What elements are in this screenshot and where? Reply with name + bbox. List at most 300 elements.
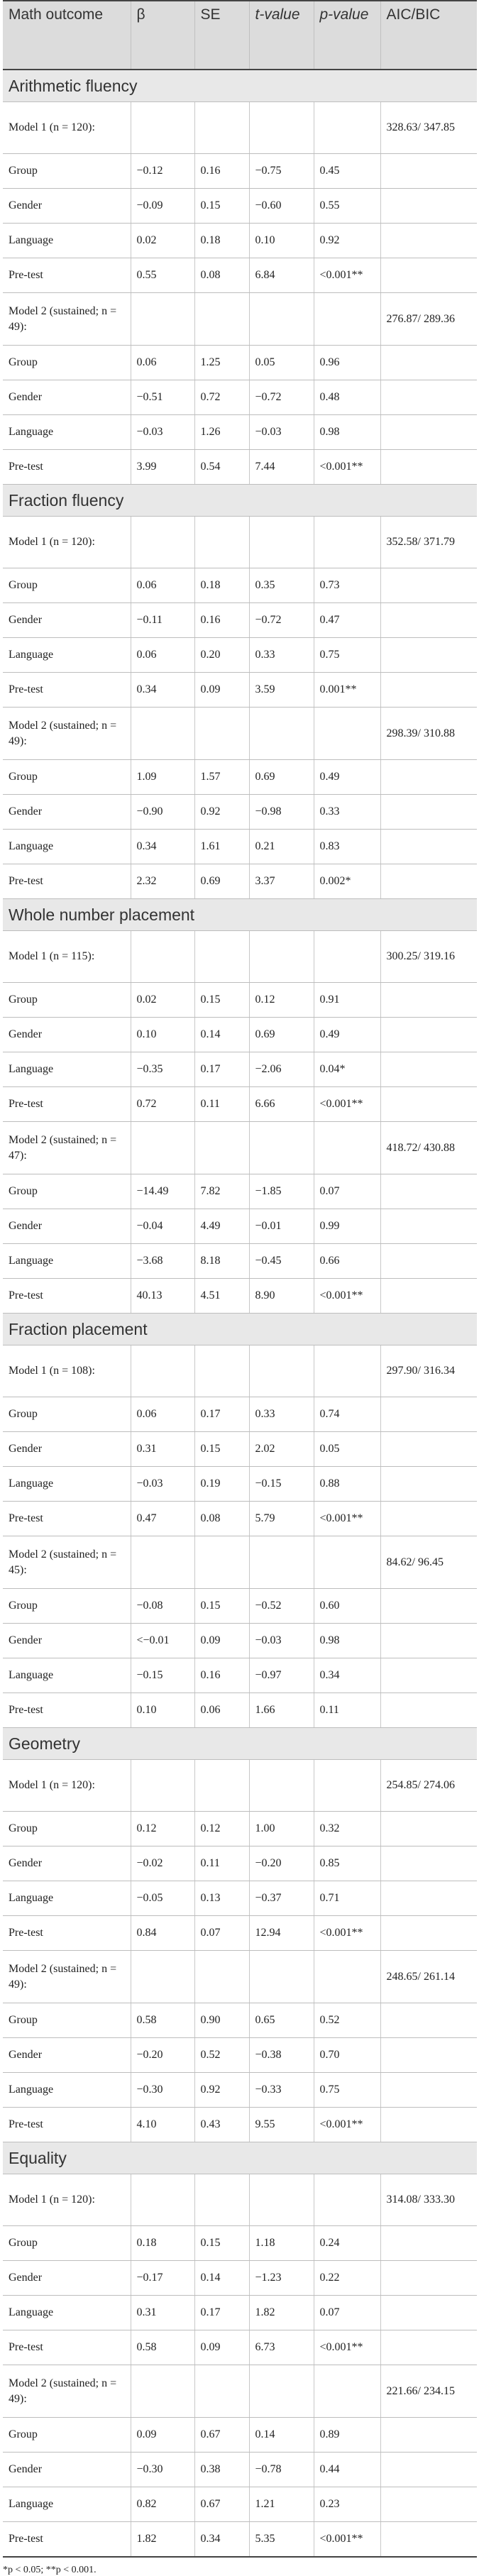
t-value: −0.45 [249, 1244, 314, 1279]
table-row [3, 673, 477, 708]
section-title: Fraction placement [3, 1314, 477, 1345]
empty-cell [380, 1244, 477, 1279]
empty-cell [380, 1279, 477, 1314]
predictor-name: Gender [3, 1432, 131, 1467]
header-beta: β [131, 1, 194, 70]
beta-value: 1.09 [131, 760, 194, 795]
t-value: 5.35 [249, 2522, 314, 2558]
table-row [3, 1624, 477, 1658]
se-value: 0.06 [194, 1693, 249, 1728]
t-value: 1.18 [249, 2226, 314, 2261]
predictor-name: Gender [3, 1209, 131, 1244]
se-value: 0.19 [194, 1467, 249, 1502]
predictor-name: Gender [3, 603, 131, 638]
beta-value: 0.58 [131, 2330, 194, 2365]
model-label: Model 1 (n = 120): [3, 102, 131, 154]
table-row [3, 224, 477, 258]
table-row [3, 830, 477, 864]
table-row [3, 415, 477, 450]
empty-cell [380, 1432, 477, 1467]
empty-cell [249, 1345, 314, 1397]
empty-cell [380, 2038, 477, 2073]
t-value: 0.33 [249, 1397, 314, 1432]
predictor-name: Pre-test [3, 864, 131, 899]
se-value: 4.51 [194, 1279, 249, 1314]
table-row [3, 2330, 477, 2365]
model-label: Model 2 (sustained; n = 49): [3, 293, 131, 346]
t-value: −0.33 [249, 2073, 314, 2108]
p-value: 0.60 [314, 1589, 380, 1624]
t-value: 0.69 [249, 760, 314, 795]
model-label: Model 1 (n = 120): [3, 1760, 131, 1812]
p-value: 0.66 [314, 1244, 380, 1279]
beta-value: −0.90 [131, 795, 194, 830]
beta-value: 0.34 [131, 673, 194, 708]
table-row [3, 1846, 477, 1881]
predictor-name: Gender [3, 2453, 131, 2487]
p-value: 0.70 [314, 2038, 380, 2073]
model-row [3, 2365, 477, 2418]
empty-cell [380, 1881, 477, 1916]
model-row [3, 102, 477, 154]
table-row [3, 1174, 477, 1209]
empty-cell [380, 1589, 477, 1624]
p-value: <0.001** [314, 258, 380, 293]
empty-cell [131, 931, 194, 983]
aic-bic-value: 248.65/ 261.14 [380, 1951, 477, 2003]
beta-value: 40.13 [131, 1279, 194, 1314]
se-value: 0.43 [194, 2108, 249, 2142]
empty-cell [194, 517, 249, 568]
beta-value: 0.84 [131, 1916, 194, 1951]
predictor-name: Group [3, 1397, 131, 1432]
section-row [3, 2142, 477, 2174]
p-value: 0.04* [314, 1052, 380, 1087]
p-value: <0.001** [314, 2108, 380, 2142]
empty-cell [380, 2261, 477, 2296]
table-body [3, 70, 477, 2557]
beta-value: 0.10 [131, 1693, 194, 1728]
predictor-name: Language [3, 224, 131, 258]
empty-cell [314, 102, 380, 154]
predictor-name: Pre-test [3, 1087, 131, 1122]
empty-cell [249, 2365, 314, 2418]
model-label: Model 2 (sustained; n = 47): [3, 1122, 131, 1174]
empty-cell [314, 293, 380, 346]
empty-cell [380, 1502, 477, 1536]
model-row [3, 1951, 477, 2003]
beta-value: −0.08 [131, 1589, 194, 1624]
beta-value: 0.12 [131, 1812, 194, 1846]
empty-cell [380, 2073, 477, 2108]
header-t-value: t-value [249, 1, 314, 70]
beta-value: 0.06 [131, 346, 194, 380]
se-value: 0.09 [194, 1624, 249, 1658]
section-title: Whole number placement [3, 899, 477, 931]
se-value: 0.92 [194, 795, 249, 830]
beta-value: −0.30 [131, 2073, 194, 2108]
empty-cell [380, 568, 477, 603]
se-value: 0.90 [194, 2003, 249, 2038]
empty-cell [380, 2296, 477, 2330]
p-value: 0.002* [314, 864, 380, 899]
table-row [3, 189, 477, 224]
predictor-name: Language [3, 2073, 131, 2108]
empty-cell [131, 1536, 194, 1589]
empty-cell [380, 830, 477, 864]
empty-cell [380, 258, 477, 293]
table-row [3, 2418, 477, 2453]
beta-value: −0.11 [131, 603, 194, 638]
se-value: 0.52 [194, 2038, 249, 2073]
empty-cell [194, 931, 249, 983]
t-value: −0.03 [249, 1624, 314, 1658]
table-row [3, 2038, 477, 2073]
predictor-name: Gender [3, 1018, 131, 1052]
t-value: 0.35 [249, 568, 314, 603]
table-header-row [3, 1, 477, 70]
p-value: <0.001** [314, 1916, 380, 1951]
se-value: 0.72 [194, 380, 249, 415]
empty-cell [380, 2487, 477, 2522]
empty-cell [131, 2174, 194, 2226]
empty-cell [249, 1951, 314, 2003]
table-row [3, 1209, 477, 1244]
predictor-name: Pre-test [3, 2522, 131, 2558]
empty-cell [131, 708, 194, 760]
table-row [3, 1279, 477, 1314]
model-label: Model 1 (n = 120): [3, 517, 131, 568]
t-value: −0.20 [249, 1846, 314, 1881]
p-value: 0.49 [314, 760, 380, 795]
se-value: 1.25 [194, 346, 249, 380]
predictor-name: Language [3, 638, 131, 673]
predictor-name: Group [3, 2003, 131, 2038]
empty-cell [380, 1916, 477, 1951]
empty-cell [380, 2418, 477, 2453]
model-label: Model 1 (n = 115): [3, 931, 131, 983]
p-value: 0.07 [314, 1174, 380, 1209]
model-row [3, 708, 477, 760]
table-row [3, 1052, 477, 1087]
predictor-name: Language [3, 1881, 131, 1916]
model-row [3, 517, 477, 568]
empty-cell [380, 346, 477, 380]
se-value: 0.67 [194, 2487, 249, 2522]
predictor-name: Pre-test [3, 450, 131, 485]
t-value: 2.02 [249, 1432, 314, 1467]
t-value: 7.44 [249, 450, 314, 485]
table-row [3, 2108, 477, 2142]
model-row [3, 1760, 477, 1812]
empty-cell [380, 2453, 477, 2487]
table-row [3, 2453, 477, 2487]
section-title: Equality [3, 2142, 477, 2174]
empty-cell [380, 189, 477, 224]
predictor-name: Language [3, 2296, 131, 2330]
empty-cell [380, 2330, 477, 2365]
table-row [3, 1432, 477, 1467]
empty-cell [194, 2174, 249, 2226]
empty-cell [380, 1467, 477, 1502]
p-value: 0.23 [314, 2487, 380, 2522]
section-row [3, 70, 477, 102]
table-row [3, 638, 477, 673]
t-value: 3.37 [249, 864, 314, 899]
beta-value: −0.12 [131, 154, 194, 189]
table-row [3, 760, 477, 795]
t-value: 1.00 [249, 1812, 314, 1846]
p-value: 0.49 [314, 1018, 380, 1052]
table-row [3, 1087, 477, 1122]
empty-cell [131, 1760, 194, 1812]
t-value: 0.05 [249, 346, 314, 380]
table-row [3, 2226, 477, 2261]
section-row [3, 899, 477, 931]
se-value: 0.20 [194, 638, 249, 673]
section-row [3, 1728, 477, 1760]
p-value: 0.88 [314, 1467, 380, 1502]
p-value: 0.75 [314, 2073, 380, 2108]
empty-cell [249, 2174, 314, 2226]
se-value: 0.17 [194, 1052, 249, 1087]
se-value: 0.07 [194, 1916, 249, 1951]
empty-cell [314, 2365, 380, 2418]
predictor-name: Pre-test [3, 2108, 131, 2142]
se-value: 0.15 [194, 1432, 249, 1467]
empty-cell [380, 1693, 477, 1728]
table-row [3, 1397, 477, 1432]
beta-value: −0.04 [131, 1209, 194, 1244]
empty-cell [380, 603, 477, 638]
predictor-name: Gender [3, 2261, 131, 2296]
table-row [3, 380, 477, 415]
t-value: 8.90 [249, 1279, 314, 1314]
aic-bic-value: 300.25/ 319.16 [380, 931, 477, 983]
t-value: 0.10 [249, 224, 314, 258]
empty-cell [380, 380, 477, 415]
empty-cell [314, 1760, 380, 1812]
t-value: −0.72 [249, 380, 314, 415]
empty-cell [194, 1345, 249, 1397]
empty-cell [314, 1345, 380, 1397]
se-value: 0.15 [194, 983, 249, 1018]
p-value: 0.07 [314, 2296, 380, 2330]
empty-cell [131, 517, 194, 568]
beta-value: 0.58 [131, 2003, 194, 2038]
table-row [3, 1658, 477, 1693]
header-p-value: p-value [314, 1, 380, 70]
table-row [3, 1589, 477, 1624]
t-value: −0.72 [249, 603, 314, 638]
se-value: 0.16 [194, 603, 249, 638]
table-row [3, 603, 477, 638]
model-row [3, 931, 477, 983]
model-label: Model 1 (n = 120): [3, 2174, 131, 2226]
t-value: −1.23 [249, 2261, 314, 2296]
empty-cell [380, 760, 477, 795]
predictor-name: Language [3, 2487, 131, 2522]
beta-value: 0.06 [131, 1397, 194, 1432]
empty-cell [380, 1209, 477, 1244]
table-row [3, 2487, 477, 2522]
t-value: 0.12 [249, 983, 314, 1018]
beta-value: 0.09 [131, 2418, 194, 2453]
model-row [3, 1536, 477, 1589]
se-value: 0.14 [194, 2261, 249, 2296]
regression-table [3, 0, 477, 2558]
model-row [3, 2174, 477, 2226]
aic-bic-value: 254.85/ 274.06 [380, 1760, 477, 1812]
se-value: 0.16 [194, 1658, 249, 1693]
aic-bic-value: 418.72/ 430.88 [380, 1122, 477, 1174]
section-title: Fraction fluency [3, 485, 477, 517]
p-value: 0.71 [314, 1881, 380, 1916]
se-value: 0.11 [194, 1087, 249, 1122]
predictor-name: Group [3, 568, 131, 603]
aic-bic-value: 297.90/ 316.34 [380, 1345, 477, 1397]
beta-value: <−0.01 [131, 1624, 194, 1658]
empty-cell [380, 795, 477, 830]
empty-cell [194, 1122, 249, 1174]
table-row [3, 154, 477, 189]
predictor-name: Group [3, 154, 131, 189]
p-value: <0.001** [314, 2330, 380, 2365]
t-value: 6.84 [249, 258, 314, 293]
predictor-name: Pre-test [3, 1693, 131, 1728]
table-row [3, 1502, 477, 1536]
p-value: 0.75 [314, 638, 380, 673]
empty-cell [380, 2108, 477, 2142]
p-value: <0.001** [314, 1502, 380, 1536]
table-row [3, 1812, 477, 1846]
empty-cell [380, 224, 477, 258]
predictor-name: Group [3, 346, 131, 380]
beta-value: 0.31 [131, 2296, 194, 2330]
predictor-name: Gender [3, 2038, 131, 2073]
empty-cell [314, 1536, 380, 1589]
t-value: 9.55 [249, 2108, 314, 2142]
p-value: <0.001** [314, 450, 380, 485]
t-value: −2.06 [249, 1052, 314, 1087]
se-value: 0.17 [194, 1397, 249, 1432]
section-row [3, 485, 477, 517]
empty-cell [249, 1536, 314, 1589]
predictor-name: Language [3, 415, 131, 450]
t-value: −0.15 [249, 1467, 314, 1502]
se-value: 0.15 [194, 1589, 249, 1624]
table-row [3, 864, 477, 899]
beta-value: −0.02 [131, 1846, 194, 1881]
empty-cell [131, 2365, 194, 2418]
t-value: −0.98 [249, 795, 314, 830]
p-value: <0.001** [314, 1087, 380, 1122]
beta-value: −0.35 [131, 1052, 194, 1087]
empty-cell [314, 708, 380, 760]
table-row [3, 1467, 477, 1502]
se-value: 1.61 [194, 830, 249, 864]
se-value: 1.26 [194, 415, 249, 450]
beta-value: 0.31 [131, 1432, 194, 1467]
t-value: 1.82 [249, 2296, 314, 2330]
empty-cell [131, 1345, 194, 1397]
model-label: Model 1 (n = 108): [3, 1345, 131, 1397]
beta-value: 0.10 [131, 1018, 194, 1052]
model-label: Model 2 (sustained; n = 49): [3, 1951, 131, 2003]
t-value: −0.75 [249, 154, 314, 189]
predictor-name: Pre-test [3, 1279, 131, 1314]
table-row [3, 1244, 477, 1279]
beta-value: −14.49 [131, 1174, 194, 1209]
p-value: 0.99 [314, 1209, 380, 1244]
empty-cell [380, 673, 477, 708]
predictor-name: Pre-test [3, 673, 131, 708]
empty-cell [249, 931, 314, 983]
header-aic-bic: AIC/BIC [380, 1, 477, 70]
predictor-name: Group [3, 1812, 131, 1846]
se-value: 0.08 [194, 1502, 249, 1536]
p-value: 0.85 [314, 1846, 380, 1881]
p-value: 0.05 [314, 1432, 380, 1467]
p-value: <0.001** [314, 1279, 380, 1314]
t-value: −0.60 [249, 189, 314, 224]
predictor-name: Group [3, 2418, 131, 2453]
table-row [3, 346, 477, 380]
p-value: 0.44 [314, 2453, 380, 2487]
empty-cell [314, 1951, 380, 2003]
se-value: 0.15 [194, 189, 249, 224]
se-value: 0.67 [194, 2418, 249, 2453]
empty-cell [380, 1846, 477, 1881]
aic-bic-value: 328.63/ 347.85 [380, 102, 477, 154]
p-value: 0.001** [314, 673, 380, 708]
empty-cell [380, 2522, 477, 2558]
empty-cell [380, 638, 477, 673]
table-row [3, 1916, 477, 1951]
beta-value: 0.18 [131, 2226, 194, 2261]
beta-value: −0.17 [131, 2261, 194, 2296]
se-value: 0.54 [194, 450, 249, 485]
empty-cell [249, 517, 314, 568]
predictor-name: Group [3, 1589, 131, 1624]
beta-value: −0.03 [131, 1467, 194, 1502]
empty-cell [380, 1087, 477, 1122]
table-row [3, 1881, 477, 1916]
p-value: 0.55 [314, 189, 380, 224]
se-value: 0.09 [194, 673, 249, 708]
table-row [3, 1693, 477, 1728]
predictor-name: Language [3, 1052, 131, 1087]
beta-value: 0.72 [131, 1087, 194, 1122]
model-row [3, 293, 477, 346]
t-value: 6.66 [249, 1087, 314, 1122]
empty-cell [194, 1536, 249, 1589]
predictor-name: Group [3, 2226, 131, 2261]
table-row [3, 795, 477, 830]
beta-value: 0.47 [131, 1502, 194, 1536]
predictor-name: Gender [3, 189, 131, 224]
se-value: 4.49 [194, 1209, 249, 1244]
p-value: 0.34 [314, 1658, 380, 1693]
se-value: 0.09 [194, 2330, 249, 2365]
t-value: 1.21 [249, 2487, 314, 2522]
se-value: 7.82 [194, 1174, 249, 1209]
aic-bic-value: 352.58/ 371.79 [380, 517, 477, 568]
p-value: 0.24 [314, 2226, 380, 2261]
p-value: 0.52 [314, 2003, 380, 2038]
predictor-name: Gender [3, 1624, 131, 1658]
empty-cell [380, 450, 477, 485]
